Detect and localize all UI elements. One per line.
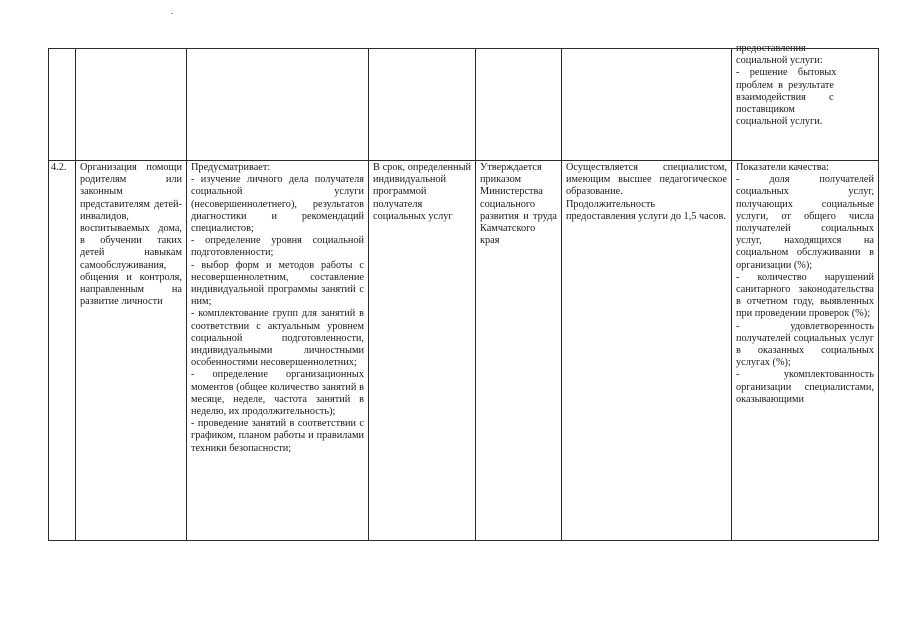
text-line: - количество нарушений санитарного законодательства в отчетном году, выявленных при проведении проверок (%); (736, 271, 874, 320)
service-name: Организация помощи родителям или законным представителям детей-инвалидов, воспитываемых дома, в обучении таких детей навыкам самообслуживания, общения и контроля, направленным на развитие личности (76, 161, 187, 541)
text-line: - решение бытовых (736, 67, 837, 79)
text-line: взаимодействия с (736, 91, 834, 103)
text-line: социальной услуги: (736, 55, 823, 67)
service-conditions (562, 161, 732, 541)
text-line: - определение организационных моментов (общее количество занятий в месяце, неделе, частота занятий в неделю, их продолжительность); (191, 369, 364, 418)
services-table (48, 43, 879, 541)
text-line: Осуществляется специалистом, имеющим высшее педагогическое образование. (566, 162, 727, 198)
text-line: - комплектование групп для занятий в соответствии с актуальным уровнем социальной подготовленности, индивидуальными личностными особенностями несовершеннолетних; (191, 308, 364, 369)
cell-empty (369, 49, 476, 161)
text-line: - удовлетворенность получателей социальных услуг в оказанных социальных услугах (%); (736, 320, 874, 369)
text-line: Показатели качества: (736, 162, 829, 173)
continuation-quality-cell (732, 43, 879, 161)
text-line: - определение уровня социальной подготовленности; (191, 235, 364, 259)
continuation-row (49, 49, 879, 161)
text-line: - изучение личного дела получателя социальной услуги (несовершеннолетнего), результатов диагностики и рекомендаций специалистов; (191, 174, 364, 235)
text-line: поставщиком (736, 104, 795, 116)
cell-empty (187, 49, 369, 161)
text-line: Продолжительность предоставления услуги до 1,5 часов. (566, 198, 726, 222)
cell-empty (562, 49, 732, 161)
quality-indicators (732, 161, 879, 541)
text-line: социальной услуги. (736, 116, 823, 128)
text-line: Предусматривает: (191, 162, 271, 173)
text-line: - выбор форм и методов работы с несовершеннолетним, составление индивидуальной программы занятий с ним; (191, 259, 364, 308)
text-line: проблем в результате (736, 79, 835, 91)
row-number: 4.2. (49, 161, 76, 541)
scan-speck (171, 13, 173, 14)
cell-empty (49, 49, 76, 161)
text-line: - проведение занятий в соответствии с графиком, планом работы и правилами техники безопасности; (191, 418, 364, 454)
service-description (187, 161, 369, 541)
cell-empty (476, 49, 562, 161)
text-line: предоставления (736, 43, 806, 54)
text-line: - укомплектованность организации специалистами, оказывающими (736, 369, 874, 405)
service-term: В срок, определенный индивидуальной программой получателя социальных услуг (369, 161, 476, 541)
service-tariff: Утверждается приказом Министерства социального развития и труда Камчатского края (476, 161, 562, 541)
text-line: - доля получателей социальных услуг, получающих социальные услуги, от общего числа получателей социальных услуг, находящихся на социальном обслуживании в организации (%); (736, 174, 874, 271)
service-row (49, 161, 879, 541)
cell-empty (76, 49, 187, 161)
